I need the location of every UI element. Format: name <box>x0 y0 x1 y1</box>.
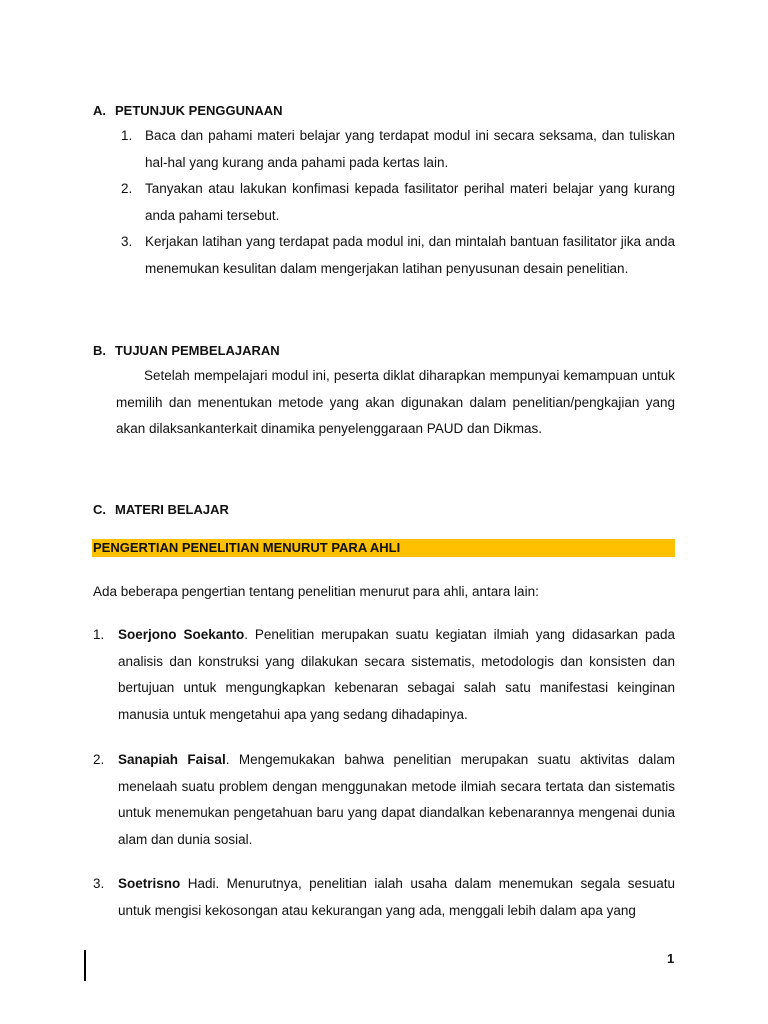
section-b-title: TUJUAN PEMBELAJARAN <box>115 343 280 358</box>
expert-2-text: . Mengemukakan bahwa penelitian merupakan suatu aktivitas dalam menelaah suatu problem dengan menggunakan metode ilmiah secara tertata dan sistematis untuk menemukan pengetahuan baru yang dapat diandalkan kebenarannya mengenai dunia alam dan dunia sosial. <box>118 752 675 847</box>
expert-2-name: Sanapiah Faisal <box>118 752 226 767</box>
expert-1-number: 1. <box>93 627 105 642</box>
expert-3-text: Hadi. Menurutnya, penelitian ialah usaha dalam menemukan segala sesuatu untuk mengisi kekosongan atau kekurangan yang ada, menggali lebih dalam apa yang <box>118 876 675 918</box>
section-a-item-1-number: 1. <box>121 128 133 143</box>
section-b-letter: B. <box>93 343 106 358</box>
section-c-title: MATERI BELAJAR <box>115 502 229 517</box>
expert-2-paragraph <box>118 747 675 853</box>
section-c-heading <box>93 502 229 518</box>
section-a-title: PETUNJUK PENGGUNAAN <box>115 103 283 118</box>
expert-1-paragraph <box>118 622 675 728</box>
expert-3-name: Soetrisno <box>118 876 181 891</box>
section-b-heading <box>93 343 280 359</box>
section-b-paragraph: Setelah mempelajari modul ini, peserta diklat diharapkan mempunyai kemampuan untuk memilih dan menentukan metode yang akan digunakan dalam penelitian/pengkajian yang akan dilaksankanterkait dinamika penyelenggaraan PAUD dan Dikmas. <box>116 368 675 436</box>
page-number: 1 <box>667 951 675 966</box>
expert-3-paragraph <box>118 871 675 924</box>
experts-intro: Ada beberapa pengertian tentang penelitian menurut para ahli, antara lain: <box>93 584 539 599</box>
section-a-item-2-text: Tanyakan atau lakukan konfimasi kepada fasilitator perihal materi belajar yang kurang anda pahami tersebut. <box>145 181 675 223</box>
expert-2-number: 2. <box>93 752 105 767</box>
highlighted-subheading: PENGERTIAN PENELITIAN MENURUT PARA AHLI <box>92 539 675 557</box>
section-c-letter: C. <box>93 502 106 517</box>
section-a-item-3-text: Kerjakan latihan yang terdapat pada modul ini, dan mintalah bantuan fasilitator jika anda menemukan kesulitan dalam mengerjakan latihan penyusunan desain penelitian. <box>145 234 675 276</box>
section-a-item-3-number: 3. <box>121 234 133 249</box>
expert-1-name: Soerjono Soekanto <box>118 627 245 642</box>
footer-rule <box>84 950 86 981</box>
section-a-letter: A. <box>93 103 106 118</box>
section-a-item-1-text: Baca dan pahami materi belajar yang terdapat modul ini secara seksama, dan tuliskan hal-hal yang kurang anda pahami pada kertas lain. <box>145 128 675 170</box>
expert-1-text: . Penelitian merupakan suatu kegiatan ilmiah yang didasarkan pada analisis dan konstruksi yang dilakukan secara sistematis, metodologis dan konsisten dan bertujuan untuk mengungkapkan kebenaran sebagai salah satu manifestasi keinginan manusia untuk mengetahui apa yang sedang dihadapinya. <box>118 627 675 722</box>
section-a-item-2-number: 2. <box>121 181 133 196</box>
section-a-heading <box>93 103 283 119</box>
expert-3-number: 3. <box>93 876 105 891</box>
